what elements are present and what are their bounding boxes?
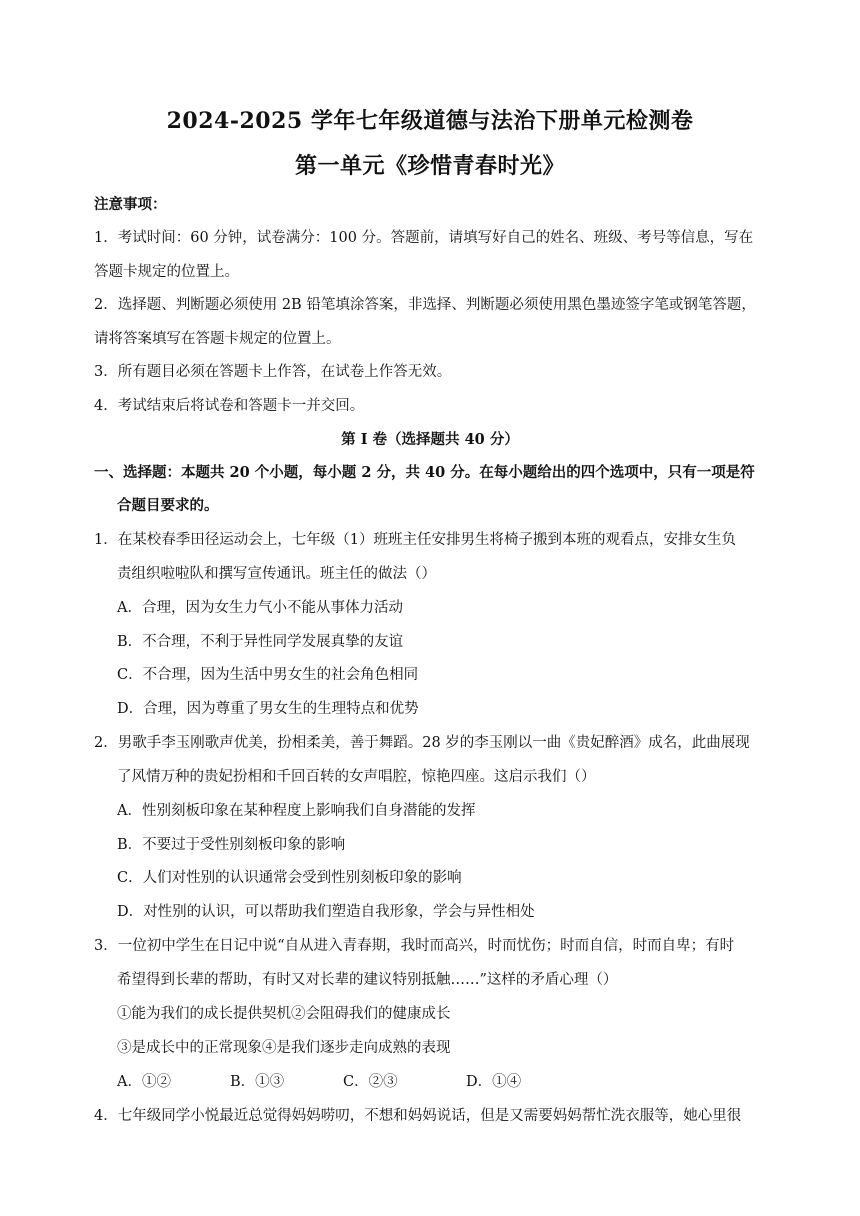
question-1-line-2: 责组织啦啦队和撰写宣传通讯。班主任的做法（） (117, 566, 436, 582)
section-heading: 第 I 卷（选择题共 40 分） (341, 431, 519, 448)
question-2-option-b: B．不要过于受性别刻板印象的影响 (117, 837, 346, 853)
unit-title: 第一单元《珍惜青春时光》 (294, 153, 565, 179)
exam-title: 2024-2025 学年七年级道德与法治下册单元检测卷 (166, 108, 694, 134)
question-3-option-a: A．①② (117, 1074, 171, 1090)
question-3-line-2: 希望得到长辈的帮助，有时又对长辈的建议特别抵触……”这样的矛盾心理（） (117, 972, 618, 988)
question-3-line-1: 3．一位初中学生在日记中说“自从进入青春期，我时而高兴，时而忧伤；时而自信，时而自卑；有时 (94, 938, 735, 954)
notice-item-3: 3．所有题目必须在答题卡上作答，在试卷上作答无效。 (94, 364, 452, 380)
question-3-option-c: C．②③ (343, 1074, 398, 1090)
question-4-line-1: 4．七年级同学小悦最近总觉得妈妈唠叨，不想和妈妈说话，但是又需要妈妈帮忙洗衣服等，她心里很 (94, 1108, 742, 1124)
question-2-line-2: 了风情万种的贵妃扮相和千回百转的女声唱腔，惊艳四座。这启示我们（） (117, 769, 596, 785)
part-instruction-line-2: 合题目要求的。 (117, 497, 219, 514)
question-3-statements-2: ③是成长中的正常现象④是我们逐步走向成熟的表现 (117, 1040, 451, 1056)
question-1-option-d: D．合理，因为尊重了男女生的生理特点和优势 (117, 701, 419, 717)
question-1-option-a: A．合理，因为女生力气小不能从事体力活动 (117, 600, 403, 616)
question-3-statements-1: ①能为我们的成长提供契机②会阻碍我们的健康成长 (117, 1006, 451, 1022)
notice-item-4: 4．考试结束后将试卷和答题卡一并交回。 (94, 398, 365, 414)
notice-item-2-line-2: 请将答案填写在答题卡规定的位置上。 (94, 331, 341, 347)
part-instruction-line-1: 一、选择题：本题共 20 个小题，每小题 2 分，共 40 分。在每小题给出的四个选项中，只有一项是符 (94, 464, 755, 481)
question-1-option-c: C．不合理，因为生活中男女生的社会角色相同 (117, 667, 419, 683)
question-1-line-1: 1．在某校春季田径运动会上，七年级（1）班班主任安排男生将椅子搬到本班的观看点，安排女生负 (94, 532, 736, 548)
notice-item-2-line-1: 2．选择题、判断题必须使用 2B 铅笔填涂答案，非选择、判断题必须使用黑色墨迹签字笔或钢笔答题， (94, 297, 756, 313)
question-2-line-1: 2．男歌手李玉刚歌声优美，扮相柔美，善于舞蹈。28 岁的李玉刚以一曲《贵妃醉酒》成名，此曲展现 (94, 735, 750, 751)
question-3-options (117, 1070, 521, 1091)
question-2-option-d: D．对性别的认识，可以帮助我们塑造自我形象，学会与异性相处 (117, 904, 535, 920)
question-2-option-c: C．人们对性别的认识通常会受到性别刻板印象的影响 (117, 870, 462, 886)
notice-heading: 注意事项： (94, 196, 167, 213)
notice-item-1-line-1: 1．考试时间：60 分钟，试卷满分：100 分。答题前，请填写好自己的姓名、班级、考号等信息，写在 (94, 230, 754, 246)
question-1-option-b: B．不合理，不利于异性同学发展真挚的友谊 (117, 634, 404, 650)
question-2-option-a: A．性别刻板印象在某种程度上影响我们自身潜能的发挥 (117, 803, 476, 819)
question-3-option-d: D．①④ (466, 1074, 522, 1090)
question-3-option-b: B．①③ (230, 1074, 285, 1090)
notice-item-1-line-2: 答题卡规定的位置上。 (94, 264, 239, 280)
